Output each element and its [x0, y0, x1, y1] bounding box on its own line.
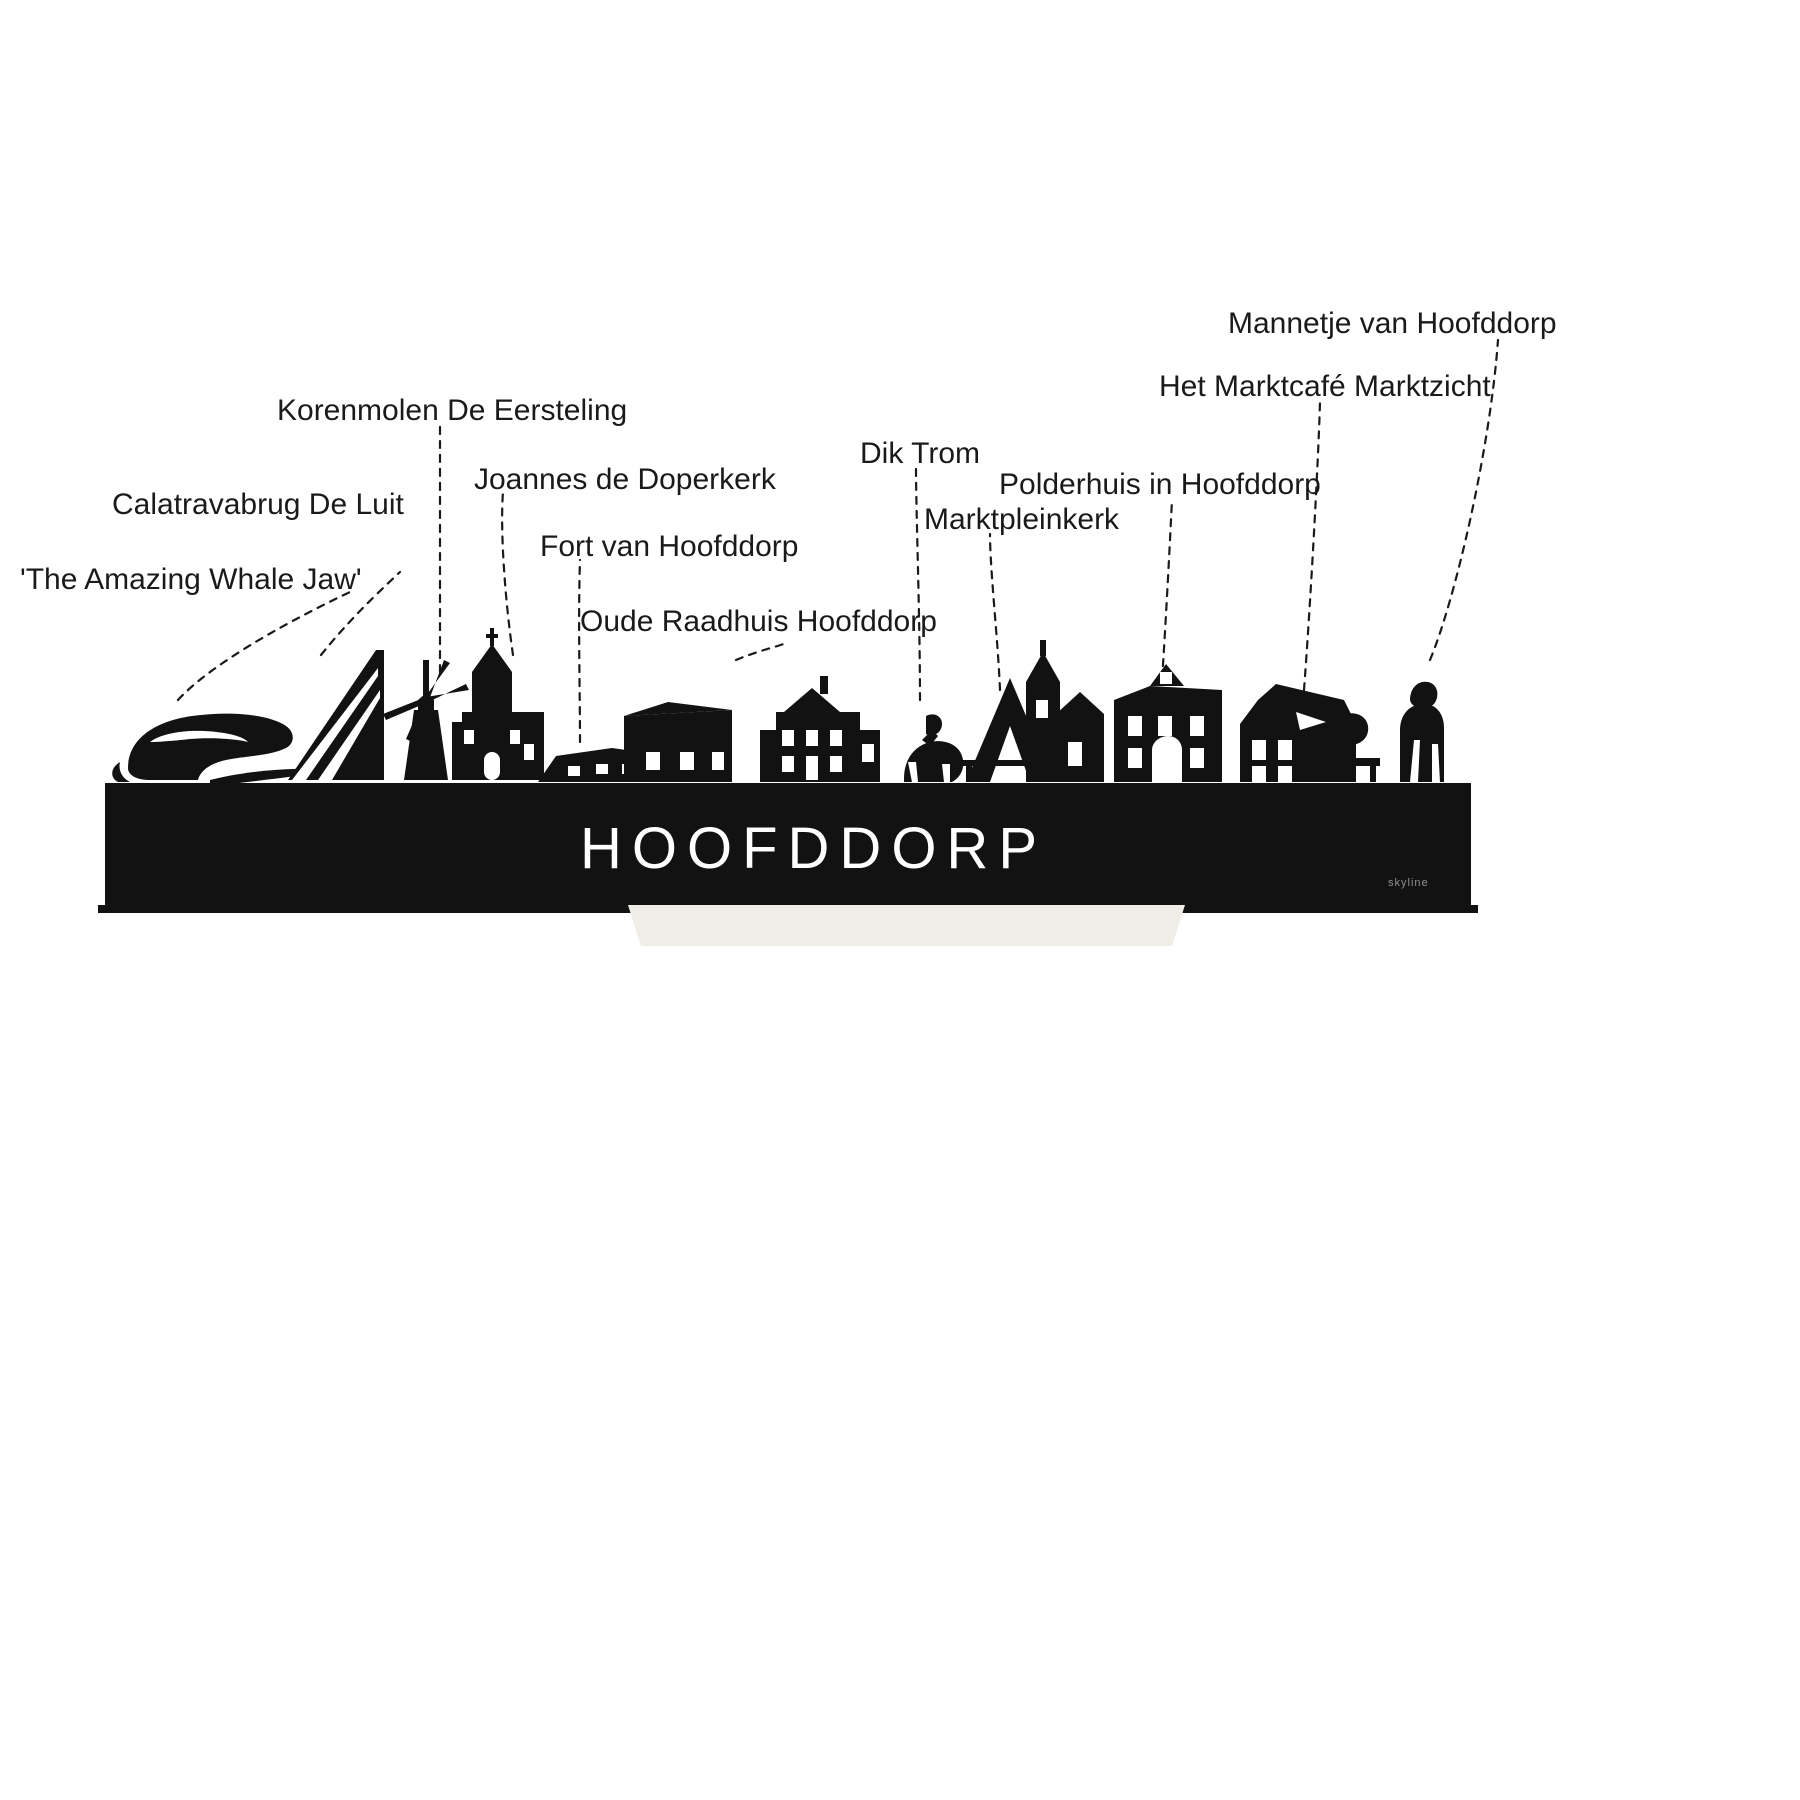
- brand-mark: skyline: [1388, 877, 1429, 889]
- leader-polderhuis: [1162, 500, 1172, 680]
- leader-doperkerk: [502, 492, 513, 655]
- leader-whale-jaw: [178, 592, 350, 700]
- leader-fort: [579, 560, 580, 742]
- annotation-label-marktpleinkerk: Marktpleinkerk: [924, 503, 1120, 536]
- annotation-label-fort: Fort van Hoofddorp: [540, 530, 799, 563]
- annotation-label-whale-jaw: 'The Amazing Whale Jaw': [20, 563, 362, 596]
- annotation-label-mannetje: Mannetje van Hoofddorp: [1228, 307, 1557, 340]
- annotation-label-calatravabrug: Calatravabrug De Luit: [112, 488, 404, 521]
- leader-oude-raadhuis: [736, 643, 786, 660]
- annotation-label-dik-trom: Dik Trom: [860, 437, 980, 470]
- leader-dik-trom: [916, 468, 920, 700]
- annotation-label-korenmolen: Korenmolen De Eersteling: [277, 394, 628, 427]
- annotation-label-marktcafe: Het Marktcafé Marktzicht: [1159, 370, 1491, 403]
- annotation-label-doperkerk: Joannes de Doperkerk: [474, 463, 776, 496]
- leader-marktcafe: [1304, 402, 1320, 690]
- annotation-label-polderhuis: Polderhuis in Hoofddorp: [999, 468, 1321, 501]
- wordmark-hoofddorp: HOOFDDORP: [580, 816, 1047, 881]
- leader-marktpleinkerk: [990, 534, 1000, 690]
- display-base: [628, 905, 1185, 946]
- annotation-label-oude-raadhuis: Oude Raadhuis Hoofddorp: [580, 605, 937, 638]
